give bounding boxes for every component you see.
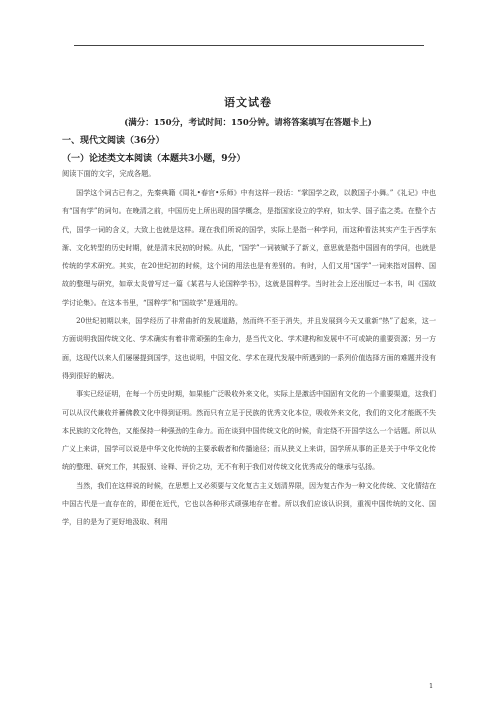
subsection-heading: （一）论述类文本阅读（本题共3小题，9分） — [62, 154, 246, 164]
passage-paragraph-4: 当然，我们在这样说的时候，在思想上又必须要与文化复古主义划清界限，因为复古作为一种文化传统、文化情结在中国古代是一直存在的，即便在近代，它也以各种形式顽强地存在着。所以我们应该认识到，重视中国传统的文化、国学，目的是为了更好地汲取、利用 — [62, 480, 436, 527]
section-heading: 一、现代文阅读（36分） — [62, 136, 165, 146]
header-rule — [74, 45, 424, 46]
passage-paragraph-1: 国学这个词古已有之，先秦典籍《周礼•春官•乐师》中有这样一段话：“掌国学之政，以教国子小舞。”《礼记》中也有“国有学”的词句。在晚清之前，中国历史上所出现的国学概念，是指国家设立的学府，如太学、国子监之类。在整个古代，国学一词的含义，大致上也就是这样。现在我们所说的国学，实际上是指一种学问，而这种看法其实产生于西学东渐、文化转型的历史时期，就是清末民初的时候。从此，“国学”一词被赋予了新义，意思就是指中国固有的学问，也就是传统的学术研究。其实，在20世纪初的时候，这个词的用法也是有差别的。有时，人们又用“国学”一词来指对国粹、国故的整理与研究，如章太炎曾写过一篇《某君与人论国粹学书》，这就是国粹学。当时社会上还出版过一本书，叫《国故学讨论集》。在这本书里，“国粹学”和“国故学”是通用的。 — [62, 188, 436, 307]
exam-info: (满分：150分，考试时间：150分钟。请将答案填写在答题卡上) — [124, 118, 372, 128]
reading-passage — [62, 184, 436, 532]
page-title: 语文试卷 — [224, 96, 272, 109]
passage-paragraph-3: 事实已经证明，在每一个历史时期，如果能广泛吸收外来文化，实际上是激活中国固有文化的一个重要渠道，这我们可以从汉代兼收并蓄佛教文化中得到证明。然而只有立足于民族的优秀文化本位，吸收外来文化，我们的文化才能既不失本民族的文化特色，又能保持一种强劲的生命力。而在谈到中国传统文化的时候，肯定绕不开国学这么一个话题。所以从广义上来讲，国学可以说是中华文化传统的主要承载者和传播途径；而从狭义上来讲，国学所从事的正是关于中华文化传统的整理、研究工作，其报别、诠释、评价之功，无不有利于我们对传统文化优秀成分的继承与弘扬。 — [62, 389, 436, 472]
passage-paragraph-2: 20世纪初期以来，国学经历了非常曲折的发展道路，然而终不至于消失，并且发展到今天又重新“热”了起来，这一方面说明我国传统文化、学术确实有着非常顽强的生命力，是当代文化、学术建构和发展中不可或缺的重要资源；另一方面，这现代以来人们屡屡提到国学，这也说明，中国文化、学术在现代发展中所遇到的一系列价值选择方面的难题并没有得到很好的解决。 — [62, 316, 436, 380]
reading-instruction: 阅读下面的文字，完成各题。 — [62, 169, 156, 178]
page-number: 1 — [429, 682, 434, 690]
